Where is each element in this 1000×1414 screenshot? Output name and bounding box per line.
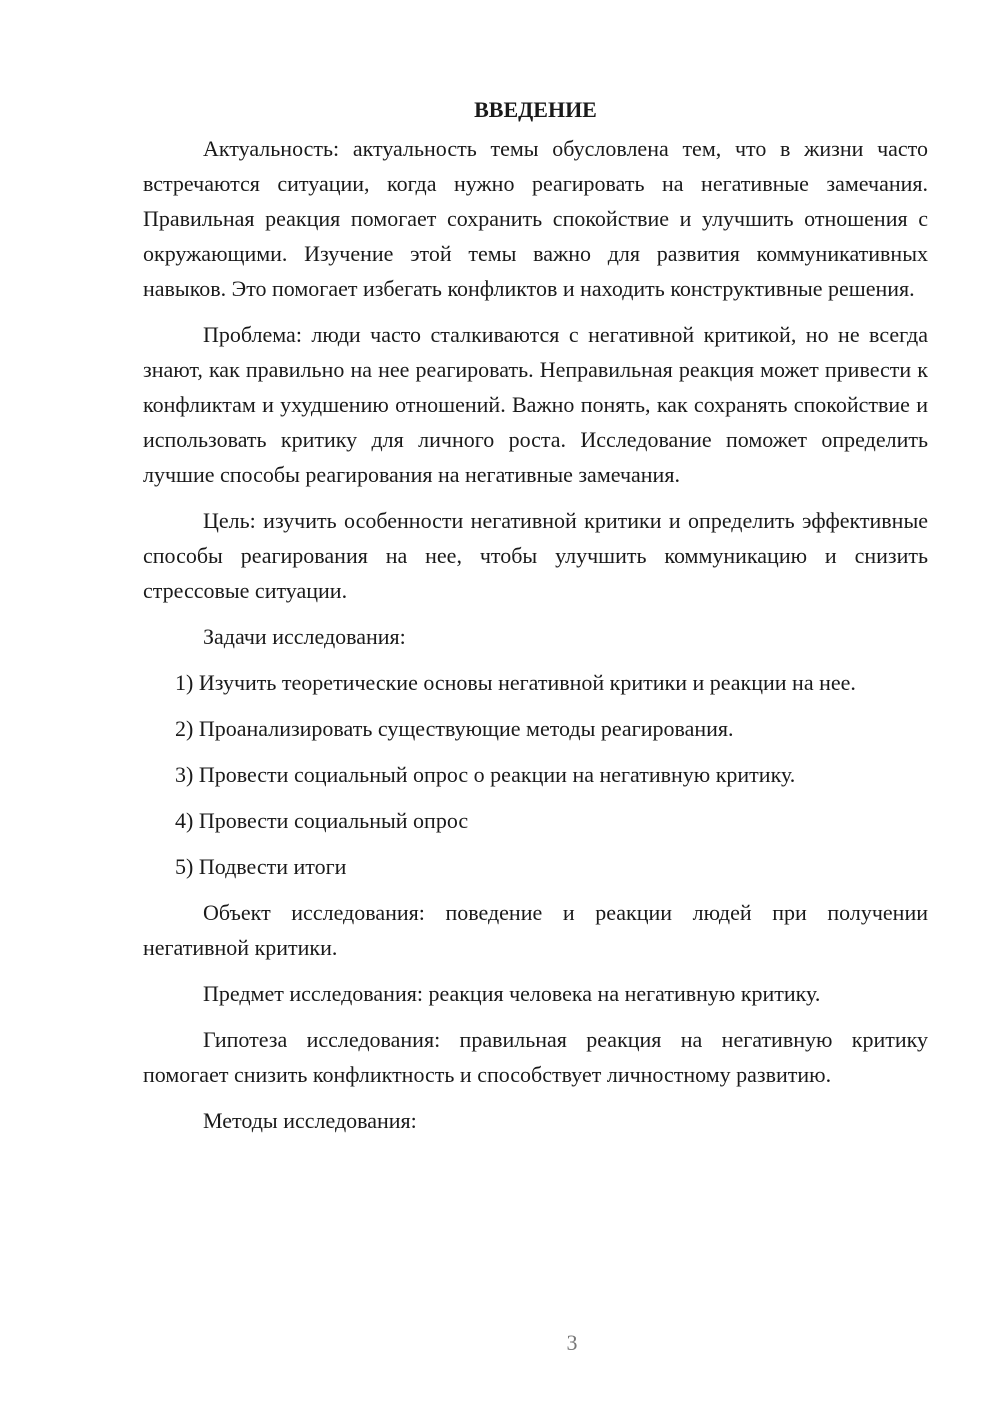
section-title: ВВЕДЕНИЕ [474,97,597,122]
paragraph-goal: Цель: изучить особенности негативной критики и определить эффективные способы реагирования на нее, чтобы улучшить коммуникацию и снизить стрессовые ситуации. [143,508,928,603]
task-item-5: 5) Подвести итоги [175,854,347,879]
methods-heading: Методы исследования: [203,1108,417,1133]
task-item-3: 3) Провести социальный опрос о реакции на негативную критику. [175,762,796,787]
tasks-heading: Задачи исследования: [203,624,406,649]
paragraph-problem: Проблема: люди часто сталкиваются с негативной критикой, но не всегда знают, как правильно на нее реагировать. Неправильная реакция может привести к конфликтам и ухудшению отношений. Важно понять, как сохранять спокойствие и использовать критику для личного роста. Исследование поможет определить лучшие способы реагирования на негативные замечания. [143,322,928,487]
page-number: 3 [566,1330,578,1355]
task-item-2: 2) Проанализировать существующие методы реагирования. [175,716,734,741]
paragraph-hypothesis: Гипотеза исследования: правильная реакция на негативную критику помогает снизить конфликтность и способствует личностному развитию. [143,1027,928,1087]
paragraph-subject: Предмет исследования: реакция человека на негативную критику. [203,981,821,1006]
task-item-4: 4) Провести социальный опрос [175,808,469,833]
task-item-1: 1) Изучить теоретические основы негативной критики и реакции на нее. [175,670,856,695]
paragraph-actuality: Актуальность: актуальность темы обусловлена тем, что в жизни часто встречаются ситуации, когда нужно реагировать на негативные замечания. Правильная реакция помогает сохранить спокойствие и улучшить отношения с окружающими. Изучение этой темы важно для развития коммуникативных навыков. Это помогает избегать конфликтов и находить конструктивные решения. [143,136,928,301]
paragraph-object: Объект исследования: поведение и реакции людей при получении негативной критики. [143,900,928,960]
document-body [143,92,928,1149]
